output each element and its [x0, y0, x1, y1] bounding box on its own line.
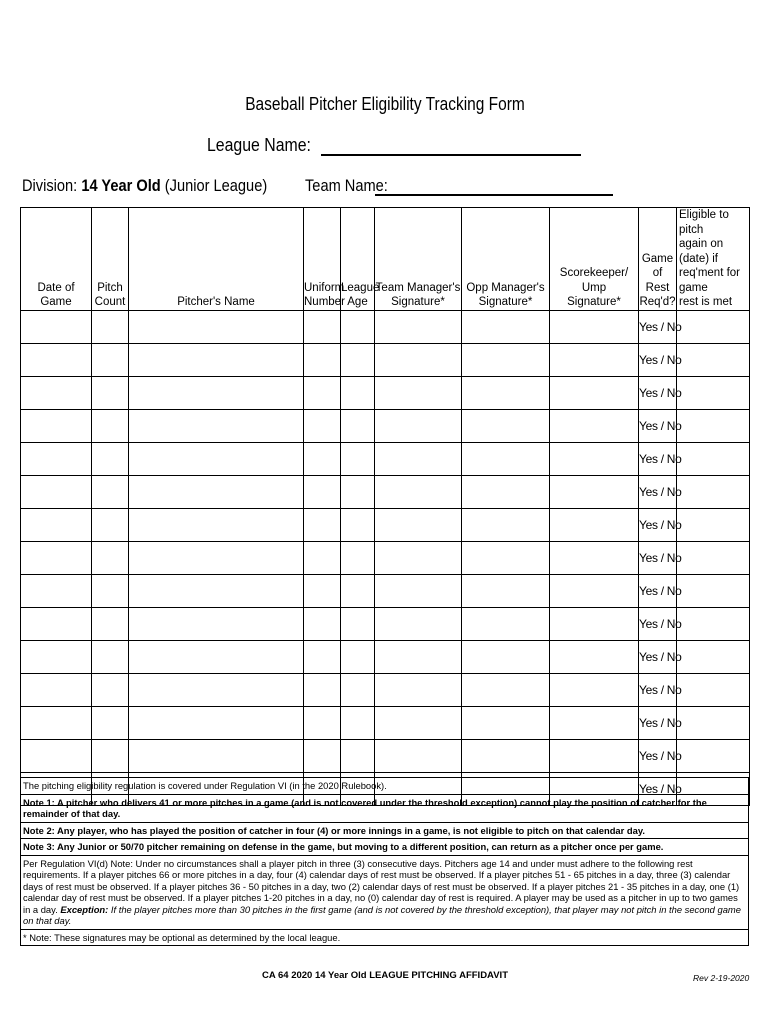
header-date-of-game [21, 208, 92, 311]
cell-scorekeeper-signature[interactable] [550, 442, 639, 475]
cell-uniform-number[interactable] [304, 673, 341, 706]
pitching-table [20, 207, 750, 806]
division-age: 14 Year Old [81, 176, 161, 195]
cell-league-age[interactable] [341, 574, 375, 607]
table-row [21, 442, 750, 475]
cell-opp-manager-signature[interactable] [462, 376, 550, 409]
cell-pitchers-name[interactable] [129, 607, 304, 640]
cell-opp-manager-signature[interactable] [462, 706, 550, 739]
cell-team-manager-signature[interactable] [375, 706, 462, 739]
cell-opp-manager-signature[interactable] [462, 574, 550, 607]
cell-league-age[interactable] [341, 739, 375, 772]
cell-league-age[interactable] [341, 376, 375, 409]
cell-date-of-game[interactable] [21, 640, 92, 673]
cell-pitchers-name[interactable] [129, 673, 304, 706]
cell-game-of-rest[interactable]: Yes / No [639, 706, 677, 739]
table-row [21, 706, 750, 739]
cell-game-of-rest[interactable]: Yes / No [639, 739, 677, 772]
cell-opp-manager-signature[interactable] [462, 739, 550, 772]
cell-league-age[interactable] [341, 310, 375, 343]
cell-scorekeeper-signature[interactable] [550, 640, 639, 673]
cell-opp-manager-signature[interactable] [462, 475, 550, 508]
cell-league-age[interactable] [341, 409, 375, 442]
affidavit-footer: CA 64 2020 14 Year Old LEAGUE PITCHING AFFIDAVIT [261, 970, 508, 981]
table-row [21, 409, 750, 442]
cell-eligible-date[interactable] [677, 640, 750, 673]
table-header-row [21, 208, 750, 311]
cell-pitchers-name[interactable] [129, 376, 304, 409]
cell-scorekeeper-signature[interactable] [550, 409, 639, 442]
cell-scorekeeper-signature[interactable] [550, 508, 639, 541]
cell-opp-manager-signature[interactable] [462, 541, 550, 574]
cell-uniform-number[interactable] [304, 409, 341, 442]
cell-league-age[interactable] [341, 706, 375, 739]
header-line: League [341, 281, 380, 294]
cell-game-of-rest[interactable]: Yes / No [639, 310, 677, 343]
cell-league-age[interactable] [341, 541, 375, 574]
header-line: Uniform [304, 281, 345, 294]
cell-pitch-count[interactable] [92, 310, 129, 343]
header-line: Scorekeeper/ Ump [559, 267, 629, 294]
table-row [21, 640, 750, 673]
league-name-input[interactable] [321, 134, 581, 156]
cell-pitch-count[interactable] [92, 607, 129, 640]
header-line: Req'd? [639, 296, 676, 308]
cell-scorekeeper-signature[interactable] [550, 673, 639, 706]
cell-game-of-rest[interactable]: Yes / No [639, 508, 677, 541]
note-2: Note 2: Any player, who has played the position of catcher in four (4) or more innings in a game, is not eligible to pitch on that calendar day. [21, 823, 748, 840]
table-row [21, 343, 750, 376]
header-line: Eligible to pitch [679, 209, 729, 236]
cell-team-manager-signature[interactable] [375, 640, 462, 673]
table-row [21, 541, 750, 574]
cell-team-manager-signature[interactable] [375, 442, 462, 475]
cell-game-of-rest[interactable]: Yes / No [639, 772, 677, 805]
cell-game-of-rest[interactable]: Yes / No [639, 673, 677, 706]
header-pitchers-name [129, 208, 304, 311]
cell-pitchers-name[interactable] [129, 706, 304, 739]
cell-team-manager-signature[interactable] [375, 508, 462, 541]
header-line: Game of [641, 252, 674, 279]
cell-pitchers-name[interactable] [129, 574, 304, 607]
cell-pitch-count[interactable] [92, 376, 129, 409]
header-line: Date of Game [37, 281, 75, 308]
team-name-label: Team Name: [305, 176, 388, 195]
header-game-of-rest [639, 208, 677, 311]
cell-pitchers-name[interactable] [129, 640, 304, 673]
cell-pitch-count[interactable] [92, 475, 129, 508]
cell-league-age[interactable] [341, 442, 375, 475]
cell-scorekeeper-signature[interactable] [550, 475, 639, 508]
header-uniform-number [304, 208, 345, 311]
cell-pitchers-name[interactable] [129, 541, 304, 574]
cell-game-of-rest[interactable]: Yes / No [639, 442, 677, 475]
cell-pitch-count[interactable] [92, 673, 129, 706]
table-row [21, 739, 750, 772]
cell-pitch-count[interactable] [92, 343, 129, 376]
regulation-intro: The pitching eligibility regulation is covered under Regulation VI (in the 2020 Rulebook). [21, 778, 748, 795]
cell-pitch-count[interactable] [92, 739, 129, 772]
cell-scorekeeper-signature[interactable] [550, 541, 639, 574]
team-name-input[interactable] [375, 176, 613, 196]
cell-opp-manager-signature[interactable] [462, 409, 550, 442]
cell-date-of-game[interactable] [21, 574, 92, 607]
cell-pitch-count[interactable] [92, 409, 129, 442]
cell-scorekeeper-signature[interactable] [550, 607, 639, 640]
header-league-age [341, 208, 380, 311]
header-eligible-date [677, 208, 750, 311]
cell-team-manager-signature[interactable] [375, 475, 462, 508]
division-prefix: Division: [22, 176, 78, 195]
cell-pitchers-name[interactable] [129, 409, 304, 442]
cell-uniform-number[interactable] [304, 310, 341, 343]
header-line: Pitch [97, 281, 123, 294]
header-line: Rest [645, 281, 670, 294]
cell-opp-manager-signature[interactable] [462, 673, 550, 706]
cell-uniform-number[interactable] [304, 739, 341, 772]
cell-opp-manager-signature[interactable] [462, 310, 550, 343]
header-scorekeeper-signature [550, 208, 639, 311]
header-line: Age [347, 296, 368, 308]
cell-team-manager-signature[interactable] [375, 343, 462, 376]
cell-eligible-date[interactable] [677, 310, 750, 343]
cell-team-manager-signature[interactable] [375, 409, 462, 442]
header-line: Signature* [391, 296, 445, 308]
cell-pitchers-name[interactable] [129, 343, 304, 376]
rest-requirements [21, 856, 748, 930]
cell-date-of-game[interactable] [21, 508, 92, 541]
cell-pitchers-name[interactable] [129, 310, 304, 343]
signature-note: * Note: These signatures may be optional as determined by the local league. [23, 931, 341, 943]
cell-game-of-rest[interactable]: Yes / No [639, 343, 677, 376]
notes-box [20, 777, 749, 946]
table-row [21, 574, 750, 607]
table-row [21, 508, 750, 541]
cell-date-of-game[interactable] [21, 739, 92, 772]
cell-scorekeeper-signature[interactable] [550, 706, 639, 739]
header-line: Signature* [567, 296, 621, 308]
cell-opp-manager-signature[interactable] [462, 442, 550, 475]
table-row [21, 673, 750, 706]
cell-uniform-number[interactable] [304, 607, 341, 640]
header-line: again on (date) if [679, 238, 724, 265]
header-line: Opp Manager's [466, 281, 545, 294]
cell-scorekeeper-signature[interactable] [550, 310, 639, 343]
cell-eligible-date[interactable] [677, 376, 750, 409]
cell-opp-manager-signature[interactable] [462, 607, 550, 640]
table-row [21, 475, 750, 508]
cell-team-manager-signature[interactable] [375, 574, 462, 607]
cell-game-of-rest[interactable]: Yes / No [639, 574, 677, 607]
division-league: (Junior League) [164, 176, 268, 195]
cell-pitchers-name[interactable] [129, 442, 304, 475]
table-row [21, 376, 750, 409]
cell-date-of-game[interactable] [21, 310, 92, 343]
cell-league-age[interactable] [341, 475, 375, 508]
cell-eligible-date[interactable] [677, 739, 750, 772]
form-title: Baseball Pitcher Eligibility Tracking Form [245, 94, 525, 114]
cell-uniform-number[interactable] [304, 442, 341, 475]
cell-eligible-date[interactable] [677, 541, 750, 574]
cell-league-age[interactable] [341, 607, 375, 640]
cell-date-of-game[interactable] [21, 475, 92, 508]
header-line: Team Manager's [375, 281, 461, 294]
header-opp-manager-signature [462, 208, 550, 311]
cell-date-of-game[interactable] [21, 409, 92, 442]
cell-opp-manager-signature[interactable] [462, 640, 550, 673]
table-row [21, 310, 750, 343]
cell-team-manager-signature[interactable] [375, 541, 462, 574]
revision-date: Rev 2-19-2020 [693, 973, 750, 983]
team-name-field[interactable] [305, 176, 613, 196]
note-1: Note 1: A pitcher who delivers 41 or more pitches in a game (and is not covered under the threshold exception) cannot play the position of catcher for the remainder of that day. [21, 795, 748, 823]
cell-league-age[interactable] [341, 508, 375, 541]
cell-eligible-date[interactable] [677, 706, 750, 739]
cell-team-manager-signature[interactable] [375, 673, 462, 706]
table-row [21, 607, 750, 640]
cell-date-of-game[interactable] [21, 607, 92, 640]
cell-opp-manager-signature[interactable] [462, 343, 550, 376]
cell-eligible-date[interactable] [677, 673, 750, 706]
cell-pitchers-name[interactable] [129, 508, 304, 541]
cell-game-of-rest[interactable]: Yes / No [639, 607, 677, 640]
header-line: req'ment for game [679, 267, 740, 294]
cell-scorekeeper-signature[interactable] [550, 574, 639, 607]
cell-pitchers-name[interactable] [129, 739, 304, 772]
cell-team-manager-signature[interactable] [375, 310, 462, 343]
cell-pitchers-name[interactable] [129, 475, 304, 508]
cell-date-of-game[interactable] [21, 673, 92, 706]
cell-league-age[interactable] [341, 640, 375, 673]
cell-opp-manager-signature[interactable] [462, 508, 550, 541]
cell-uniform-number[interactable] [304, 376, 341, 409]
header-line: Number [304, 296, 345, 308]
cell-eligible-date[interactable] [677, 607, 750, 640]
division-label [22, 176, 267, 196]
cell-eligible-date[interactable] [677, 409, 750, 442]
cell-game-of-rest[interactable]: Yes / No [639, 475, 677, 508]
cell-scorekeeper-signature[interactable] [550, 343, 639, 376]
cell-team-manager-signature[interactable] [375, 739, 462, 772]
cell-game-of-rest[interactable]: Yes / No [639, 640, 677, 673]
cell-uniform-number[interactable] [304, 475, 341, 508]
cell-league-age[interactable] [341, 343, 375, 376]
note-3: Note 3: Any Junior or 50/70 pitcher remaining on defense in the game, but moving to a different position, can return as a pitcher once per game. [21, 839, 748, 856]
exception-label: Exception: [60, 903, 109, 915]
cell-game-of-rest[interactable]: Yes / No [639, 541, 677, 574]
cell-team-manager-signature[interactable] [375, 607, 462, 640]
rest-requirements-text: Per Regulation VI(d) Note: Under no circumstances shall a player pitch in three (3) consecutive days. Pitchers age 14 and under must adhere to the following rest requirements. If a player pitches 66 or more pitches in a day, four (4) calendar days of rest must be observed. If a player pitches 51 - 65 pitches in a day, three (3) calendar days of rest must be observed. If a player pitches 36 - 50 pitches in a day, two (2) calendar days of rest must be observed. If a player pitches 21 - 35 pitches in a day, one (1) calendar day of rest must be observed. If a player pitches 1-20 pitches in a day, no (0) calendar day of rest is required. A player may be used as a pitcher in up to two games in a day. [23, 857, 740, 915]
cell-team-manager-signature[interactable] [375, 376, 462, 409]
header-line: Pitcher's Name [177, 296, 255, 308]
cell-game-of-rest[interactable]: Yes / No [639, 409, 677, 442]
cell-eligible-date[interactable] [677, 574, 750, 607]
cell-eligible-date[interactable] [677, 475, 750, 508]
cell-uniform-number[interactable] [304, 508, 341, 541]
league-name-label: League Name: [207, 135, 311, 155]
cell-date-of-game[interactable] [21, 343, 92, 376]
cell-league-age[interactable] [341, 673, 375, 706]
header-team-manager-signature [375, 208, 462, 311]
cell-scorekeeper-signature[interactable] [550, 376, 639, 409]
cell-pitch-count[interactable] [92, 640, 129, 673]
cell-uniform-number[interactable] [304, 574, 341, 607]
cell-date-of-game[interactable] [21, 541, 92, 574]
header-line: rest is met [679, 296, 733, 308]
cell-date-of-game[interactable] [21, 706, 92, 739]
header-line: Signature* [478, 296, 533, 308]
cell-game-of-rest[interactable]: Yes / No [639, 376, 677, 409]
cell-pitch-count[interactable] [92, 574, 129, 607]
cell-eligible-date[interactable] [677, 343, 750, 376]
cell-date-of-game[interactable] [21, 442, 92, 475]
cell-pitch-count[interactable] [92, 541, 129, 574]
cell-pitch-count[interactable] [92, 442, 129, 475]
cell-date-of-game[interactable] [21, 376, 92, 409]
cell-uniform-number[interactable] [304, 640, 341, 673]
cell-eligible-date[interactable] [677, 508, 750, 541]
header-pitch-count [92, 208, 129, 311]
cell-pitch-count[interactable] [92, 706, 129, 739]
cell-pitch-count[interactable] [92, 508, 129, 541]
cell-uniform-number[interactable] [304, 706, 341, 739]
header-line: Count [94, 296, 126, 308]
exception-text: If the player pitches more than 30 pitches in the first game (and is not covered by the threshold exception), that player may not pitch in the second game on that day. [23, 903, 741, 926]
league-name-field[interactable] [207, 134, 581, 156]
cell-uniform-number[interactable] [304, 343, 341, 376]
cell-eligible-date[interactable] [677, 442, 750, 475]
cell-uniform-number[interactable] [304, 541, 341, 574]
cell-scorekeeper-signature[interactable] [550, 739, 639, 772]
